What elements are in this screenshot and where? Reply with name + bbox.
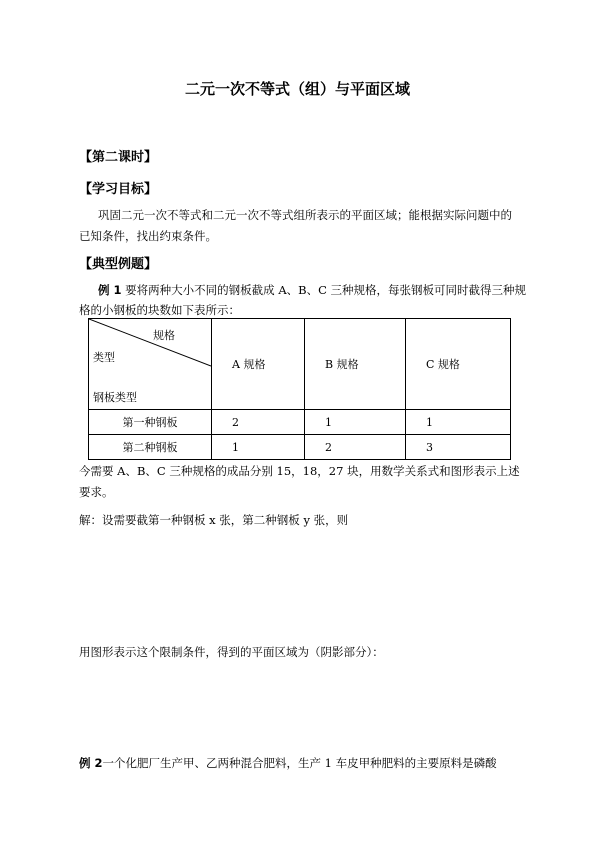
corner-label-spec: 规格: [153, 329, 175, 342]
section-goals-heading: 【学习目标】: [79, 182, 158, 197]
page-title: 二元一次不等式（组）与平面区域: [184, 80, 410, 98]
table-header-a: A 规格: [212, 319, 305, 410]
table-cell: 3: [406, 435, 511, 460]
example1-line-2: 格的小钢板的块数如下表所示：: [79, 303, 240, 317]
example2-label: 例 2: [79, 756, 103, 770]
corner-label-steel-type: 钢板类型: [93, 391, 137, 404]
table-row-label: 第一种钢板: [89, 410, 212, 435]
steel-spec-table: [88, 318, 511, 460]
goals-line-2: 已知条件，找出约束条件。: [79, 229, 217, 243]
example1-solution: 解：设需要截第一种钢板 x 张，第二种钢板 y 张，则: [79, 513, 349, 527]
example1-line-1: [98, 283, 526, 297]
table-row: [89, 435, 511, 460]
goals-line-1: 巩固二元一次不等式和二元一次不等式组所表示的平面区域；能根据实际问题中的: [98, 208, 512, 222]
example1-label: 例 1: [98, 283, 122, 297]
section-examples-heading: 【典型例题】: [79, 257, 158, 272]
example2-line-1: [79, 756, 497, 770]
section-lesson-heading: 【第二课时】: [79, 150, 158, 165]
example1-after-line-2: 要求。: [79, 485, 114, 499]
table-row-label: 第二种钢板: [89, 435, 212, 460]
example1-after-line-1: 今需要 A、B、C 三种规格的成品分别 15，18，27 块，用数学关系式和图形表示上述: [79, 464, 520, 478]
table-corner-cell: [89, 319, 212, 410]
table-header-c: C 规格: [406, 319, 511, 410]
table-header-b: B 规格: [305, 319, 406, 410]
table-cell: 1: [406, 410, 511, 435]
table-cell: 1: [212, 435, 305, 460]
example2-text: 一个化肥厂生产甲、乙两种混合肥料，生产 1 车皮甲种肥料的主要原料是磷酸: [102, 756, 497, 770]
table-cell: 1: [305, 410, 406, 435]
table-cell: 2: [305, 435, 406, 460]
table-row: [89, 410, 511, 435]
example1-text-1: 要将两种大小不同的钢板截成 A、B、C 三种规格，每张钢板可同时截得三种规: [121, 283, 527, 297]
example1-graph-text: 用图形表示这个限制条件，得到的平面区域为（阴影部分）：: [79, 645, 384, 659]
corner-label-type: 类型: [93, 351, 115, 364]
table-header-row: [89, 319, 511, 410]
table-cell: 2: [212, 410, 305, 435]
